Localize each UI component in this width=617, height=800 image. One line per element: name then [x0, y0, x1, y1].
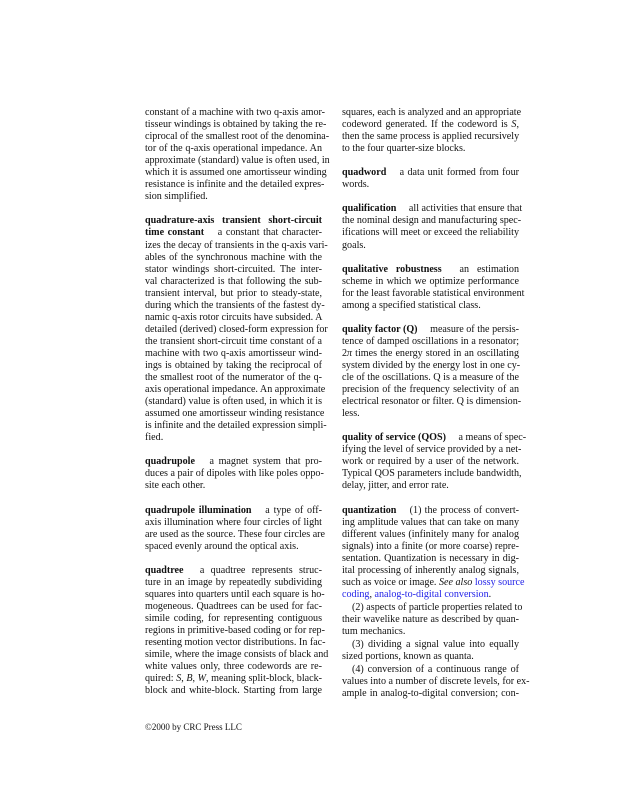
italic-text: See also	[438, 576, 473, 588]
text-line	[342, 203, 523, 215]
text-line	[145, 517, 322, 529]
text-run: 2	[342, 347, 348, 359]
text-run: a data unit formed from four	[396, 167, 519, 179]
text-line	[145, 637, 326, 649]
entry-term: qualification	[342, 203, 397, 215]
text-run: (1) the process of convert-	[406, 504, 519, 516]
text-line	[145, 685, 322, 697]
entry-term: quadrupole	[145, 456, 195, 468]
text-line	[145, 408, 325, 420]
text-run: izes the decay of transients in the q-axis vari-	[145, 239, 328, 251]
text-run: assumed one amortisseur winding resistance	[145, 408, 325, 420]
text-run: ifying the level of service provided by a net-	[342, 444, 522, 456]
text-line	[342, 264, 519, 276]
text-run: sized portions, known as quanta.	[342, 651, 474, 663]
text-run: mogeneous. Quadtrees can be used for fac-	[145, 600, 322, 612]
text-run: tum mechanics.	[342, 626, 406, 638]
text-line	[145, 264, 322, 276]
text-line	[145, 541, 322, 553]
entry-term: quadrupole illumination	[145, 504, 252, 516]
text-line	[342, 336, 519, 348]
text-line	[342, 432, 527, 444]
text-run: an estimation	[451, 263, 519, 275]
text-line	[342, 396, 522, 408]
entry-term: quadtree	[145, 564, 184, 576]
text-line	[342, 651, 519, 663]
text-line	[342, 360, 519, 372]
text-line	[145, 601, 322, 613]
cross-reference-link[interactable]: lossy source	[474, 576, 525, 588]
text-run: white values only, three codewords are re-	[145, 661, 322, 673]
text-run: ings is obtained by taking the reciprocal of	[145, 359, 322, 371]
text-line	[145, 131, 330, 143]
text-run: ample in analog-to-digital conversion; con-	[342, 688, 519, 700]
text-run: such as voice or image.	[342, 576, 439, 588]
text-line	[342, 639, 519, 651]
text-line	[342, 565, 519, 577]
text-line	[342, 179, 519, 191]
entry-quadword	[342, 167, 519, 191]
italic-text: S	[176, 673, 182, 685]
text-run: the transient short-circuit time constant of a	[145, 335, 322, 347]
entry-term: quality factor (Q)	[342, 323, 418, 335]
text-run: are used as the source. These four circles are	[145, 528, 326, 540]
text-line	[342, 626, 519, 638]
text-line	[145, 348, 322, 360]
text-run: (3) dividing a signal value into equally	[352, 639, 519, 651]
text-line	[145, 625, 325, 637]
text-run: Typical QOS parameters include bandwidth,	[342, 468, 522, 480]
text-run: fied.	[145, 432, 164, 444]
text-line	[342, 517, 519, 529]
italic-text: π	[347, 347, 353, 359]
text-line	[145, 456, 322, 468]
text-run: precision of the frequency selectivity of an	[342, 384, 519, 396]
text-line	[342, 408, 519, 420]
entry-qualitative-robustness	[342, 263, 525, 312]
text-run: times the energy stored in an oscillating	[352, 347, 519, 359]
text-run: ,	[192, 673, 198, 685]
text-line	[342, 456, 519, 468]
text-run: the smallest root of the numerator of the q-	[145, 372, 322, 384]
text-run: squares into quarters until each square is ho-	[145, 588, 325, 600]
text-line	[342, 276, 519, 288]
text-run: goals.	[342, 239, 366, 251]
continuation-paragraph	[342, 107, 522, 155]
text-line	[145, 432, 322, 444]
text-line	[342, 589, 519, 601]
italic-text: B	[186, 673, 193, 685]
text-run: ,	[369, 588, 375, 600]
cross-reference-link[interactable]: analog-to-digital conversion	[374, 588, 489, 600]
text-run: constant of a machine with two q-axis amor-	[145, 107, 326, 118]
text-line	[145, 336, 322, 348]
text-run: simile coding, for representing contiguous	[145, 612, 322, 624]
text-line	[145, 107, 326, 119]
text-line	[145, 143, 322, 155]
text-run: tence of damped oscillations in a resonator;	[342, 335, 519, 347]
text-run: (2) aspects of particle properties related to	[352, 601, 523, 613]
text-line	[145, 505, 322, 517]
entry-term: qualitative robustness	[342, 263, 442, 275]
left-column	[145, 107, 330, 697]
text-run: codeword generated. If the codeword is	[342, 119, 512, 131]
text-line	[342, 131, 519, 143]
text-run: work or required by a user of the network.	[342, 456, 519, 468]
text-run: .	[488, 588, 492, 600]
text-run: axis illumination where four circles of light	[145, 516, 322, 528]
text-line	[145, 480, 322, 492]
text-run: axis operational impedance. An approximate	[145, 384, 326, 396]
text-line	[342, 300, 519, 312]
text-run: different values (infinitely many for analog	[342, 528, 519, 540]
text-run: , meaning split-block, black-	[206, 673, 322, 685]
text-line	[145, 384, 326, 396]
text-line	[342, 505, 519, 517]
text-run: ture in an image by repeatedly subdividing	[145, 576, 322, 588]
text-run: ,	[181, 673, 187, 685]
text-line	[342, 468, 522, 480]
text-line	[342, 348, 519, 360]
text-run: transient interval, but prior to steady-state,	[145, 287, 322, 299]
text-run: among a specified statistical class.	[342, 299, 481, 311]
text-run: namic q-axis rotor circuits have subsided. A	[145, 311, 323, 323]
text-line	[145, 227, 322, 239]
italic-text: W	[197, 673, 207, 685]
text-run: site each other.	[145, 480, 206, 492]
text-run: approximate (standard) value is often used, in	[145, 155, 330, 167]
text-line	[145, 323, 328, 336]
text-line	[342, 107, 522, 119]
text-run: sion simplified.	[145, 191, 208, 203]
text-run: the nominal design and manufacturing spec-	[342, 215, 522, 227]
text-line	[145, 396, 322, 408]
text-run: ables of the synchronous machine with the	[145, 251, 322, 263]
entry-term: quantization	[342, 504, 397, 516]
text-line	[145, 119, 327, 131]
text-run: quired:	[145, 673, 177, 685]
text-line	[145, 588, 325, 601]
entry-term: quadrature-axis transient short-circuit	[145, 215, 322, 227]
text-line	[342, 119, 519, 131]
text-run: squares, each is analyzed and an appropriate	[342, 107, 522, 118]
entry-term: quality of service (QOS)	[342, 432, 447, 444]
text-run: electrical resonator or filter. Q is dimension-	[342, 396, 522, 408]
text-line	[342, 384, 519, 396]
text-run: is infinite and the detailed expression simpli-	[145, 420, 327, 432]
text-line	[342, 444, 522, 456]
text-line	[342, 240, 519, 252]
text-line	[342, 614, 519, 626]
text-run: duces a pair of dipoles with like poles oppo-	[145, 468, 324, 480]
quantization-sense-3	[342, 639, 519, 663]
text-run: ital processing of inherently analog signals,	[342, 564, 519, 576]
text-run: block and white-block. Starting from large	[145, 685, 322, 697]
text-line	[342, 167, 519, 179]
text-line	[342, 324, 519, 336]
text-run: regions in primitive-based coding or for rep-	[145, 625, 325, 637]
text-line	[145, 360, 322, 372]
text-run: ing amplitude values that can take on many	[342, 516, 519, 528]
copyright-footer: ©2000 by CRC Press LLC	[145, 722, 242, 732]
text-line	[145, 167, 327, 179]
text-line	[145, 528, 326, 541]
text-line	[342, 215, 522, 227]
text-line	[145, 661, 322, 673]
continuation-paragraph	[145, 107, 330, 203]
text-run: sentation. Quantization is necessary in dig-	[342, 552, 519, 564]
cross-reference-link[interactable]: coding	[342, 588, 370, 600]
text-line	[145, 372, 322, 384]
text-run: tisseur windings is obtained by taking the re-	[145, 119, 327, 131]
text-run: (standard) value is often used, in which it is	[145, 396, 322, 408]
text-run: (4) conversion of a continuous range of	[352, 664, 519, 676]
text-line	[342, 676, 530, 688]
text-run: words.	[342, 179, 370, 191]
text-line	[145, 239, 328, 252]
entry-quadrupole-illumination	[145, 504, 326, 553]
text-run: spaced evenly around the optical axis.	[145, 540, 299, 552]
text-run: a type of off-	[261, 504, 322, 516]
entry-quality-factor	[342, 323, 522, 420]
text-line	[145, 613, 322, 625]
text-run: less.	[342, 408, 360, 420]
text-line	[342, 287, 525, 300]
italic-text: S	[511, 119, 517, 131]
text-line	[342, 688, 519, 700]
text-line	[145, 468, 322, 480]
text-run: simile, where the image consists of black and	[145, 649, 329, 661]
text-run: machine with two q-axis amortisseur wind-	[145, 347, 322, 359]
quantization-sense-4	[342, 664, 530, 700]
text-run: resistance is infinite and the detailed expres-	[145, 179, 325, 191]
text-run: values into a number of discrete levels, for ex-	[342, 676, 530, 688]
text-line	[145, 312, 322, 324]
entry-term: time constant	[145, 227, 205, 239]
text-run: during which the transients of the fastest dy-	[145, 299, 325, 311]
text-run: ciprocal of the smallest root of the denomina-	[145, 131, 330, 143]
text-run: to the four quarter-size blocks.	[342, 143, 466, 155]
text-line	[342, 664, 519, 676]
entry-quantization	[342, 504, 525, 601]
text-line	[342, 601, 523, 614]
text-run: stator windings short-circuited. The inter-	[145, 263, 322, 275]
text-line	[342, 143, 519, 155]
right-column	[342, 107, 530, 700]
text-line	[145, 179, 325, 191]
text-line	[145, 673, 322, 685]
text-run: their wavelike nature as described by quan-	[342, 613, 519, 625]
text-line	[145, 215, 322, 227]
text-line	[342, 541, 519, 553]
text-run: val characterized is that following the sub-	[145, 275, 322, 287]
text-line	[145, 299, 325, 312]
entry-qualification	[342, 203, 523, 251]
text-run: tor of the q-axis operational impedance. An	[145, 143, 322, 155]
entry-quadtree	[145, 564, 329, 698]
text-line	[145, 565, 322, 577]
text-run: which it is assumed one amortisseur winding	[145, 167, 327, 179]
text-run: scheme in which we optimize performance	[342, 275, 519, 287]
text-line	[145, 577, 322, 589]
text-run: for the least favorable statistical environment	[342, 287, 525, 299]
entry-quadrature-axis-transient-short-circuit-time-constant	[145, 215, 328, 444]
text-run: ifications will meet or exceed the reliability	[342, 227, 519, 239]
entry-quality-of-service	[342, 432, 527, 492]
text-line	[342, 227, 519, 239]
text-line	[145, 276, 322, 288]
text-run: system divided by the energy lost in one cy-	[342, 359, 521, 371]
text-line	[342, 480, 519, 492]
text-line	[145, 252, 322, 264]
entry-term: quadword	[342, 167, 387, 179]
text-line	[145, 288, 322, 300]
text-line	[145, 155, 330, 167]
text-line	[342, 529, 519, 541]
text-run: a means of spec-	[456, 432, 527, 444]
text-run: detailed (derived) closed-form expression for	[145, 323, 328, 335]
text-run: then the same process is applied recursively	[342, 131, 520, 143]
text-run: signals) into a finite (or more coarse) repre-	[342, 540, 519, 552]
entry-quadrupole	[145, 456, 322, 492]
text-run: resenting motion vector distributions. In fac-	[145, 637, 326, 649]
text-run: all activities that ensure that	[406, 203, 523, 215]
text-line	[145, 420, 327, 432]
text-run: a quadtree represents struc-	[193, 564, 322, 576]
text-line	[342, 553, 519, 565]
text-line	[145, 191, 322, 203]
text-run: a constant that character-	[214, 227, 323, 239]
text-run: cle of the oscillations. Q is a measure of the	[342, 372, 519, 384]
text-run: ,	[516, 119, 519, 131]
text-run: measure of the persis-	[427, 323, 519, 335]
text-line	[342, 372, 519, 384]
text-line	[342, 576, 525, 589]
text-run: delay, jitter, and error rate.	[342, 480, 449, 492]
text-line	[145, 649, 329, 661]
text-run: a magnet system that pro-	[204, 456, 322, 468]
quantization-sense-2	[342, 601, 523, 638]
